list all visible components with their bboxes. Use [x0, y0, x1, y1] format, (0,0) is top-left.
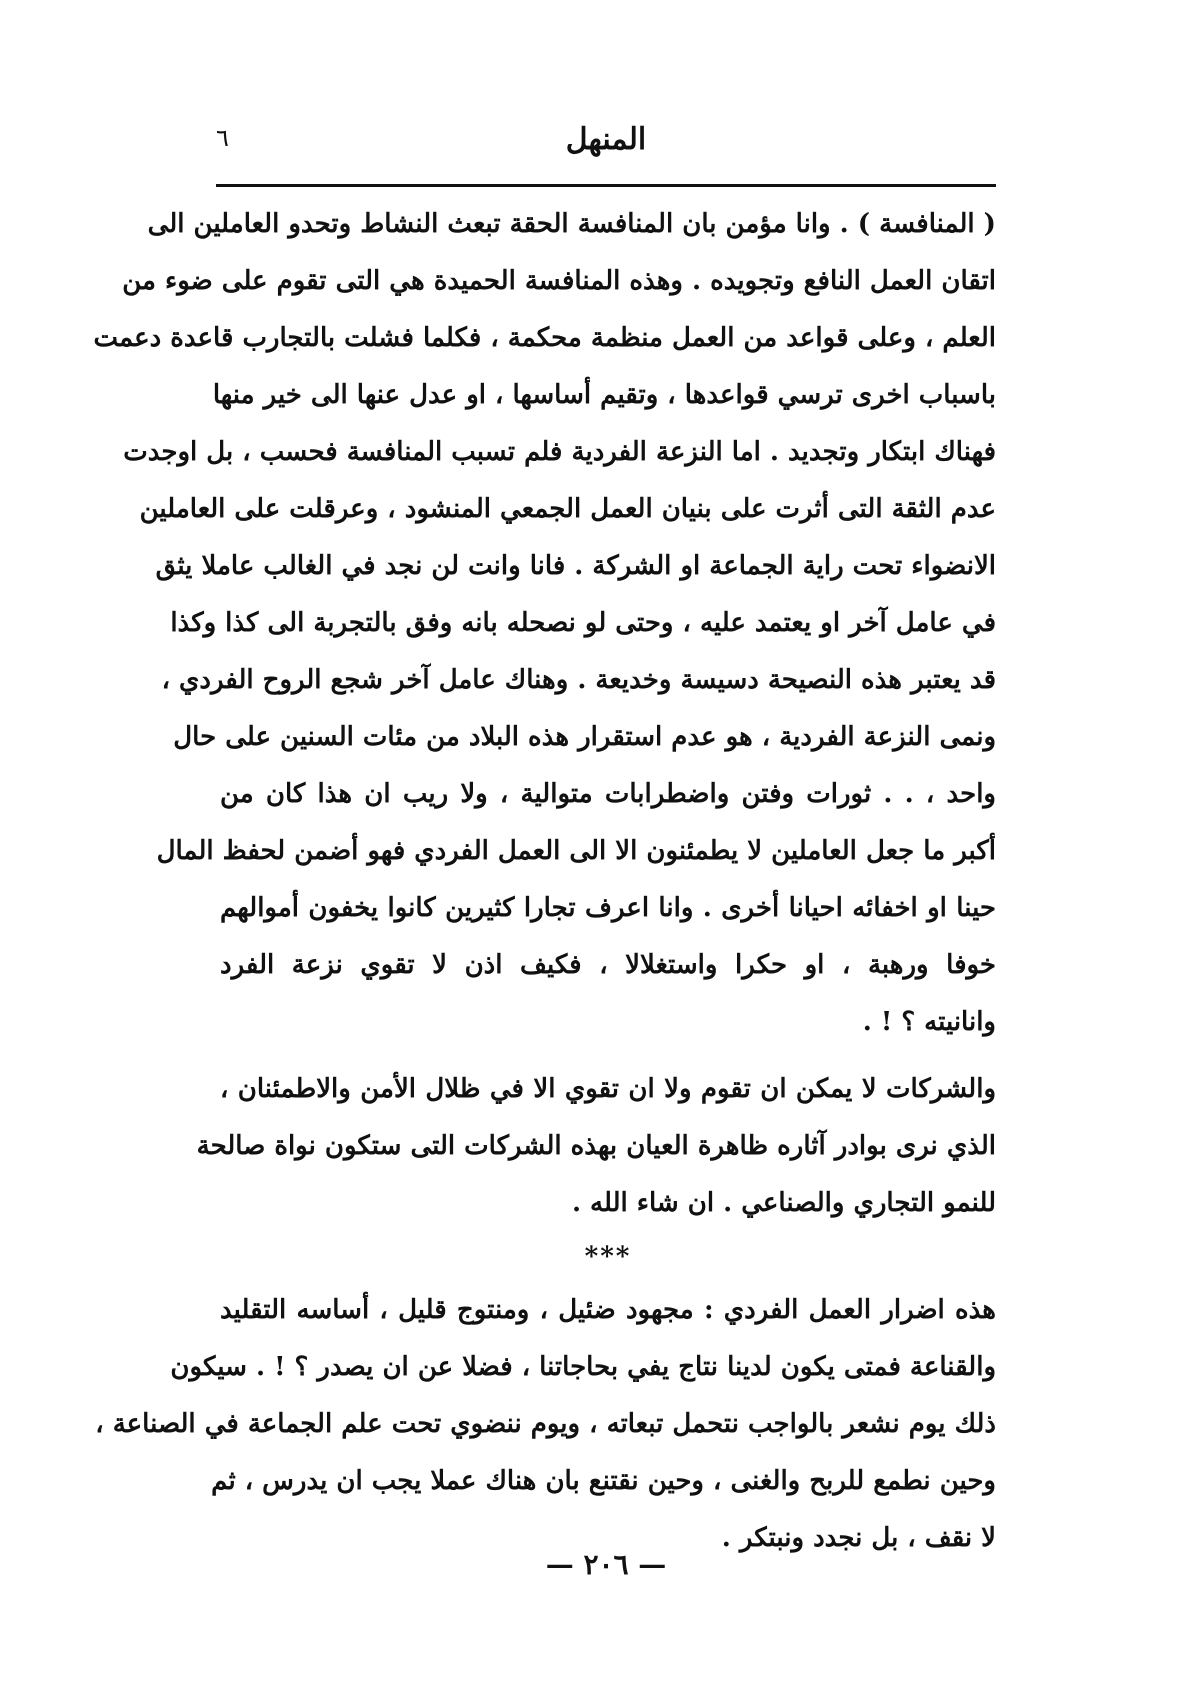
header-page-number: ٦: [216, 124, 229, 152]
article-body: [93, 196, 996, 1567]
text-line: الذي نرى بوادر آثاره ظاهرة العيان بهذه الشركات التى ستكون نواة صالحة: [196, 1131, 996, 1161]
text-line: في عامل آخر او يعتمد عليه ، وحتى لو نصحله بانه وفق بالتجربة الى كذا وكذا: [170, 608, 996, 638]
running-header: [216, 118, 996, 174]
text-line: للنمو التجاري والصناعي . ان شاء الله .: [571, 1188, 996, 1218]
text-line: ذلك يوم نشعر بالواجب نتحمل تبعاته ، ويوم ننضوي تحت علم الجماعة في الصناعة ،: [95, 1409, 996, 1439]
text-line: واحد ، . . ثورات وفتن واضطرابات متوالية ، ولا ريب ان هذا كان من: [220, 779, 996, 809]
text-line: لا نقف ، بل نجدد ونبتكر .: [721, 1523, 996, 1553]
text-line: اتقان العمل النافع وتجويده . وهذه المنافسة الحميدة هي التى تقوم على ضوء من: [122, 266, 996, 296]
text-line: ( المنافسة ) . وانا مؤمن بان المنافسة الحقة تبعث النشاط وتحدو العاملين الى: [147, 209, 996, 239]
text-line: العلم ، وعلى قواعد من العمل منظمة محكمة ، فكلما فشلت بالتجارب قاعدة دعمت: [93, 323, 996, 353]
text-line: الانضواء تحت راية الجماعة او الشركة . فانا وانت لن نجد في الغالب عاملا يثق: [155, 551, 996, 581]
text-line: وانانيته ؟ ! .: [862, 1007, 996, 1037]
text-line: والقناعة فمتى يكون لدينا نتاج يفي بحاجاتنا ، فضلا عن ان يصدر ؟ ! . سيكون: [170, 1352, 996, 1382]
journal-title: المنهل: [565, 122, 647, 157]
text-line: والشركات لا يمكن ان تقوم ولا ان تقوي الا في ظلال الأمن والاطمئنان ،: [220, 1074, 996, 1104]
text-line: أكبر ما جعل العاملين لا يطمئنون الا الى العمل الفردي فهو أضمن لحفظ المال: [156, 836, 996, 866]
text-line: خوفا ورهبة ، او حكرا واستغلالا ، فكيف اذن لا تقوي نزعة الفرد: [220, 950, 996, 980]
text-line: عدم الثقة التى أثرت على بنيان العمل الجمعي المنشود ، وعرقلت على العاملين: [139, 494, 996, 524]
paragraph-3: [95, 1282, 996, 1567]
footer-page-number: — ٢٠٦ —: [545, 1548, 667, 1581]
header-rule: [216, 184, 996, 187]
text-line: ونمى النزعة الفردية ، هو عدم استقرار هذه البلاد من مئات السنين على حال: [173, 722, 996, 752]
text-line: قد يعتبر هذه النصيحة دسيسة وخديعة . وهناك عامل آخر شجع الروح الفردي ،: [161, 665, 996, 695]
text-line: هذه اضرار العمل الفردي : مجهود ضئيل ، ومنتوج قليل ، أساسه التقليد: [220, 1295, 996, 1325]
text-line: باسباب اخرى ترسي قواعدها ، وتقيم أساسها ، او عدل عنها الى خير منها: [212, 380, 996, 410]
text-line: حينا او اخفائه احيانا أخرى . وانا اعرف تجارا كثيرين كانوا يخفون أموالهم: [220, 893, 996, 923]
text-line: فهناك ابتكار وتجديد . اما النزعة الفردية فلم تسبب المنافسة فحسب ، بل اوجدت: [123, 437, 996, 467]
text-line: وحين نطمع للربح والغنى ، وحين نقتنع بان هناك عملا يجب ان يدرس ، ثم: [211, 1466, 996, 1496]
paragraph-1: [93, 196, 996, 1051]
paragraph-2: [196, 1061, 996, 1232]
section-separator: ***: [584, 1242, 632, 1272]
